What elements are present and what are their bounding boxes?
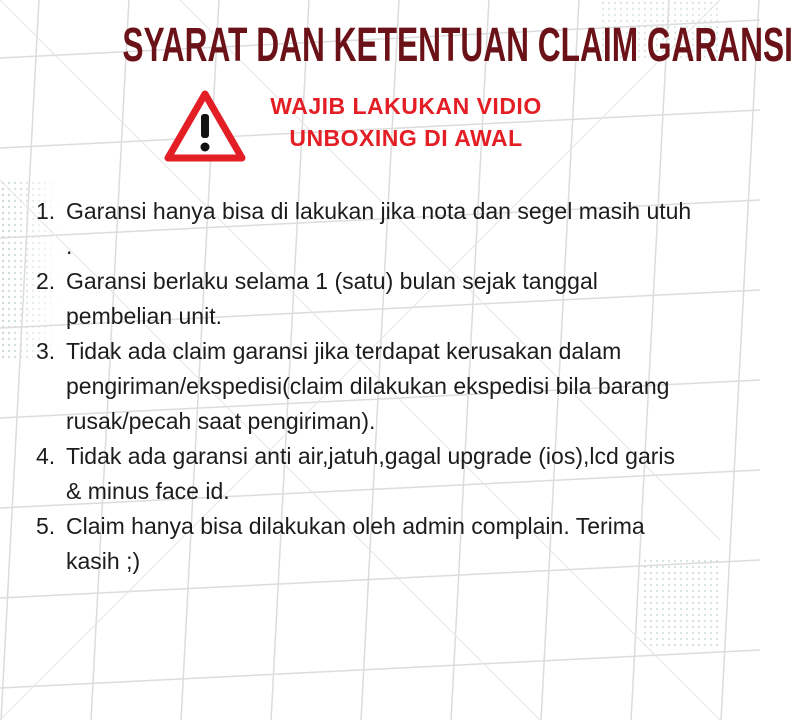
list-item [36,264,696,334]
list-item [36,509,696,579]
page-title: SYARAT DAN KETENTUAN CLAIM GARANSI [122,19,793,72]
warning-banner [164,90,584,166]
terms-list [36,194,696,579]
warning-text [236,90,576,154]
list-item [36,334,696,439]
term-number: 2. [36,268,56,294]
term-text: Claim hanya bisa dilakukan oleh admin complain. Terima kasih ;) [66,513,645,574]
term-number: 4. [36,443,56,469]
term-text: Garansi berlaku selama 1 (satu) bulan sejak tanggal pembelian unit. [66,268,598,329]
term-number: 1. [36,198,56,224]
list-item [36,439,696,509]
list-item [36,194,696,264]
term-number: 3. [36,338,56,364]
warning-line-2: UNBOXING DI AWAL [289,125,523,151]
term-text: Tidak ada garansi anti air,jatuh,gagal upgrade (ios),lcd garis & minus face id. [66,443,676,504]
term-text: Garansi hanya bisa di lakukan jika nota dan segel masih utuh . [66,198,692,259]
warning-triangle-icon [164,90,246,162]
term-number: 5. [36,513,56,539]
term-text: Tidak ada claim garansi jika terdapat kerusakan dalam pengiriman/ekspedisi(claim dilakukan ekspedisi bila barang rusak/pecah saat pengiriman). [66,338,670,434]
warning-line-1: WAJIB LAKUKAN VIDIO [270,93,542,119]
